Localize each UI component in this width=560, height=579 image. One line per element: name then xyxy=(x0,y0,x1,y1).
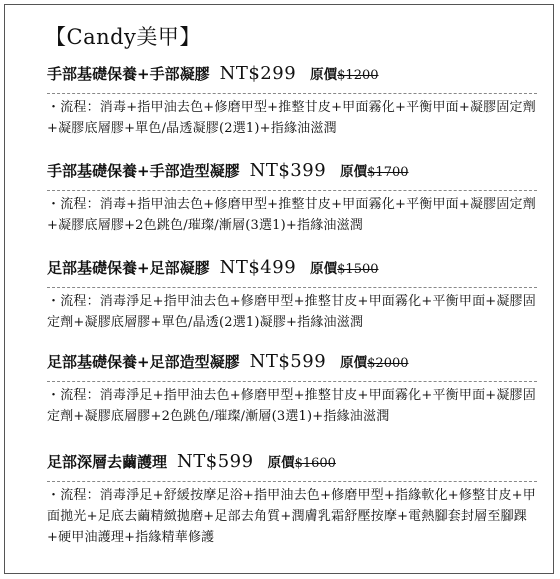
service-item xyxy=(47,160,537,236)
service-item xyxy=(47,63,537,139)
dashed-divider xyxy=(47,190,537,191)
service-title-row xyxy=(47,351,537,372)
service-item xyxy=(47,257,537,333)
original-price-value: $1700 xyxy=(367,165,409,180)
original-price-value: $1200 xyxy=(337,68,379,83)
original-price xyxy=(310,257,378,277)
original-price-value: $1600 xyxy=(294,456,336,471)
service-description: ・流程：消毒+指甲油去色+修磨甲型+推整甘皮+甲面霧化+平衡甲面+凝膠固定劑+凝膠底層膠+單色/晶透凝膠(2選1)+指緣油滋潤 xyxy=(47,100,536,136)
original-price-label: 原價 xyxy=(340,355,368,371)
service-description: ・流程：消毒+指甲油去色+修磨甲型+推整甘皮+甲面霧化+平衡甲面+凝膠固定劑+凝膠底層膠+2色跳色/璀璨/漸層(3選1)+指緣油滋潤 xyxy=(47,197,536,233)
original-price xyxy=(310,63,378,83)
service-name: 手部基礎保養+手部凝膠 xyxy=(47,65,210,83)
original-price xyxy=(340,351,408,371)
service-title-row xyxy=(47,451,537,472)
service-name: 手部基礎保養+手部造型凝膠 xyxy=(47,162,240,180)
service-price: NT$599 xyxy=(177,451,254,472)
brand-title: 【Candy美甲】 xyxy=(45,25,201,49)
service-price: NT$399 xyxy=(249,160,327,181)
dashed-divider xyxy=(47,381,537,382)
dashed-divider xyxy=(47,481,537,482)
service-title-row xyxy=(47,160,537,181)
service-title-row xyxy=(47,257,537,278)
original-price-value: $2000 xyxy=(367,356,409,371)
original-price-label: 原價 xyxy=(340,164,368,180)
original-price xyxy=(340,160,408,180)
service-description: ・流程：消毒淨足+舒緩按摩足浴+指甲油去色+修磨甲型+指緣軟化+修整甘皮+甲面拋光+足底去繭精緻拋磨+足部去角質+潤膚乳霜舒壓按摩+電熱腳套封層至腳踝+硬甲油護理+指緣精華修護 xyxy=(47,488,536,545)
service-item xyxy=(47,451,537,548)
service-price: NT$599 xyxy=(249,351,327,372)
service-title-row xyxy=(47,63,537,84)
original-price xyxy=(268,451,336,471)
original-price-label: 原價 xyxy=(310,261,338,277)
service-description: ・流程：消毒淨足+指甲油去色+修磨甲型+推整甘皮+甲面霧化+平衡甲面+凝膠固定劑+凝膠底層膠+2色跳色/璀璨/漸層(3選1)+指緣油滋潤 xyxy=(47,388,536,424)
service-price: NT$299 xyxy=(219,63,297,84)
original-price-value: $1500 xyxy=(337,262,379,277)
original-price-label: 原價 xyxy=(310,67,338,83)
service-price: NT$499 xyxy=(219,257,297,278)
dashed-divider xyxy=(47,93,537,94)
service-name: 足部基礎保養+足部凝膠 xyxy=(47,259,210,277)
service-item xyxy=(47,351,537,427)
dashed-divider xyxy=(47,287,537,288)
original-price-label: 原價 xyxy=(267,455,295,471)
service-name: 足部深層去繭護理 xyxy=(47,453,168,471)
service-description: ・流程：消毒淨足+指甲油去色+修磨甲型+推整甘皮+甲面霧化+平衡甲面+凝膠固定劑+凝膠底層膠+單色/晶透(2選1)凝膠+指緣油滋潤 xyxy=(47,294,536,330)
price-list-card xyxy=(4,4,554,574)
service-name: 足部基礎保養+足部造型凝膠 xyxy=(47,353,240,371)
